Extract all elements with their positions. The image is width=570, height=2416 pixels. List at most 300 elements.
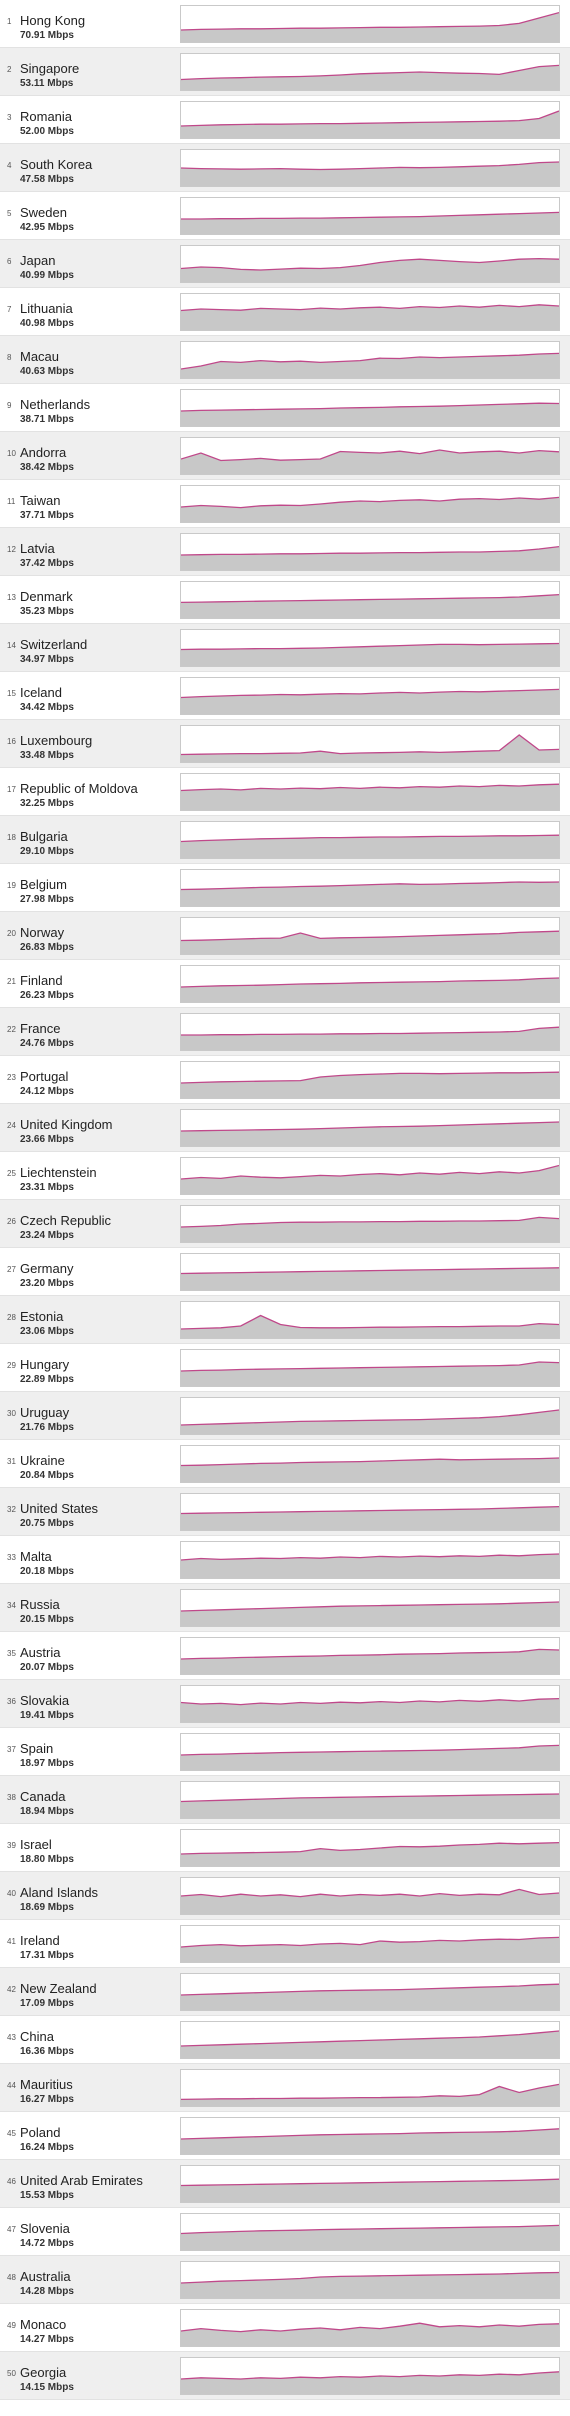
rank-number: 13	[7, 593, 16, 602]
country-name[interactable]: China	[20, 2029, 54, 2044]
speed-value: 37.71 Mbps	[20, 510, 74, 521]
rank-number: 8	[7, 353, 12, 362]
speed-sparkline	[180, 1541, 560, 1579]
country-name[interactable]: Lithuania	[20, 301, 73, 316]
country-row[interactable]	[0, 2064, 570, 2112]
speed-value: 16.24 Mbps	[20, 2142, 74, 2153]
rank-number: 4	[7, 161, 12, 170]
country-row[interactable]	[0, 1248, 570, 1296]
speed-value: 20.18 Mbps	[20, 1566, 74, 1577]
country-name[interactable]: Aland Islands	[20, 1885, 99, 1900]
country-row[interactable]	[0, 1824, 570, 1872]
sparkline-area	[181, 1122, 559, 1146]
speed-value: 47.58 Mbps	[20, 174, 74, 185]
speed-value: 18.94 Mbps	[20, 1806, 74, 1817]
rank-number: 24	[7, 1121, 16, 1130]
sparkline-chart	[181, 1302, 559, 1338]
speed-value: 14.27 Mbps	[20, 2334, 74, 2345]
country-row[interactable]	[0, 0, 570, 48]
rank-number: 25	[7, 1169, 16, 1178]
speed-value: 23.66 Mbps	[20, 1134, 74, 1145]
country-row[interactable]	[0, 528, 570, 576]
sparkline-chart	[181, 1110, 559, 1146]
speed-sparkline	[180, 1589, 560, 1627]
sparkline-chart	[181, 534, 559, 570]
country-name[interactable]: South Korea	[20, 157, 93, 172]
rank-number: 35	[7, 1649, 16, 1658]
rank-number: 46	[7, 2177, 16, 2186]
country-name[interactable]: United Kingdom	[20, 1117, 113, 1132]
sparkline-chart	[181, 2070, 559, 2106]
rank-number: 38	[7, 1793, 16, 1802]
speed-value: 14.28 Mbps	[20, 2286, 74, 2297]
sparkline-chart	[181, 1254, 559, 1290]
sparkline-chart	[181, 1158, 559, 1194]
sparkline-area	[181, 1072, 559, 1098]
speed-sparkline	[180, 437, 560, 475]
country-row[interactable]	[0, 240, 570, 288]
rank-number: 48	[7, 2273, 16, 2282]
country-name[interactable]: Singapore	[20, 61, 80, 76]
speed-value: 23.06 Mbps	[20, 1326, 74, 1337]
country-row[interactable]	[0, 1008, 570, 1056]
country-row[interactable]	[0, 1056, 570, 1104]
speed-value: 29.10 Mbps	[20, 846, 74, 857]
country-name[interactable]: United States	[20, 1501, 99, 1516]
country-name[interactable]: Israel	[20, 1837, 52, 1852]
country-name[interactable]: Czech Republic	[20, 1213, 112, 1228]
country-row[interactable]	[0, 624, 570, 672]
speed-value: 16.36 Mbps	[20, 2046, 74, 2057]
speed-sparkline	[180, 341, 560, 379]
rank-number: 36	[7, 1697, 16, 1706]
country-name[interactable]: Hungary	[20, 1357, 70, 1372]
country-row[interactable]	[0, 192, 570, 240]
country-name[interactable]: Republic of Moldova	[20, 781, 138, 796]
country-name[interactable]: Ireland	[20, 1933, 60, 1948]
rank-number: 34	[7, 1601, 16, 1610]
sparkline-chart	[181, 678, 559, 714]
country-name[interactable]: Monaco	[20, 2317, 67, 2332]
speed-sparkline	[180, 725, 560, 763]
sparkline-chart	[181, 2310, 559, 2346]
rank-number: 5	[7, 209, 12, 218]
sparkline-area	[181, 547, 559, 570]
speed-sparkline	[180, 2261, 560, 2299]
speed-sparkline	[180, 2213, 560, 2251]
sparkline-chart	[181, 822, 559, 858]
speed-sparkline	[180, 1877, 560, 1915]
speed-value: 24.12 Mbps	[20, 1086, 74, 1097]
speed-sparkline	[180, 1493, 560, 1531]
rank-number: 20	[7, 929, 16, 938]
country-name[interactable]: Estonia	[20, 1309, 64, 1324]
speed-value: 35.23 Mbps	[20, 606, 74, 617]
sparkline-chart	[181, 1014, 559, 1050]
sparkline-chart	[181, 198, 559, 234]
speed-sparkline	[180, 1157, 560, 1195]
sparkline-chart	[181, 342, 559, 378]
speed-sparkline	[180, 53, 560, 91]
country-name[interactable]: Liechtenstein	[20, 1165, 97, 1180]
speed-sparkline	[180, 965, 560, 1003]
country-name[interactable]: United Arab Emirates	[20, 2173, 143, 2188]
country-row[interactable]	[0, 2208, 570, 2256]
country-row[interactable]	[0, 1920, 570, 1968]
rank-number: 19	[7, 881, 16, 890]
rank-number: 9	[7, 401, 12, 410]
country-name[interactable]: Japan	[20, 253, 56, 268]
sparkline-chart	[181, 2166, 559, 2202]
country-row[interactable]	[0, 2256, 570, 2304]
country-name[interactable]: Ukraine	[20, 1453, 65, 1468]
rank-number: 14	[7, 641, 16, 650]
speed-sparkline	[180, 1349, 560, 1387]
country-row[interactable]	[0, 1728, 570, 1776]
sparkline-chart	[181, 630, 559, 666]
country-name[interactable]: Sweden	[20, 205, 67, 220]
speed-value: 18.69 Mbps	[20, 1902, 74, 1913]
country-name[interactable]: New Zealand	[20, 1981, 97, 1996]
rank-number: 26	[7, 1217, 16, 1226]
speed-sparkline	[180, 1397, 560, 1435]
rank-number: 3	[7, 113, 12, 122]
sparkline-area	[181, 1027, 559, 1050]
speed-value: 40.98 Mbps	[20, 318, 74, 329]
speed-sparkline	[180, 5, 560, 43]
country-row[interactable]	[0, 1104, 570, 1152]
speed-value: 20.07 Mbps	[20, 1662, 74, 1673]
speed-sparkline	[180, 1445, 560, 1483]
rank-number: 42	[7, 1985, 16, 1994]
sparkline-area	[181, 450, 559, 474]
sparkline-chart	[181, 1446, 559, 1482]
speed-value: 20.15 Mbps	[20, 1614, 74, 1625]
country-name[interactable]: Slovakia	[20, 1693, 70, 1708]
sparkline-chart	[181, 1782, 559, 1818]
country-row[interactable]	[0, 912, 570, 960]
rank-number: 12	[7, 545, 16, 554]
rank-number: 16	[7, 737, 16, 746]
country-row[interactable]	[0, 1392, 570, 1440]
country-row[interactable]	[0, 2304, 570, 2352]
country-row[interactable]	[0, 1680, 570, 1728]
country-name[interactable]: Georgia	[20, 2365, 67, 2380]
country-name[interactable]: Canada	[20, 1789, 66, 1804]
country-row[interactable]	[0, 1632, 570, 1680]
sparkline-chart	[181, 582, 559, 618]
speed-value: 21.76 Mbps	[20, 1422, 74, 1433]
speed-value: 27.98 Mbps	[20, 894, 74, 905]
speed-sparkline	[180, 2165, 560, 2203]
speed-value: 14.15 Mbps	[20, 2382, 74, 2393]
rank-number: 22	[7, 1025, 16, 1034]
country-row[interactable]	[0, 384, 570, 432]
sparkline-chart	[181, 870, 559, 906]
country-name[interactable]: Luxembourg	[20, 733, 93, 748]
speed-value: 26.23 Mbps	[20, 990, 74, 1001]
speed-sparkline	[180, 773, 560, 811]
speed-sparkline	[180, 629, 560, 667]
sparkline-chart	[181, 1734, 559, 1770]
country-name[interactable]: Romania	[20, 109, 73, 124]
country-row[interactable]	[0, 672, 570, 720]
country-name[interactable]: Switzerland	[20, 637, 88, 652]
speed-value: 53.11 Mbps	[20, 78, 74, 89]
speed-sparkline	[180, 389, 560, 427]
speed-sparkline	[180, 581, 560, 619]
sparkline-area	[181, 1745, 559, 1770]
rank-number: 39	[7, 1841, 16, 1850]
country-row[interactable]	[0, 1968, 570, 2016]
rank-number: 11	[7, 497, 16, 506]
speed-value: 19.41 Mbps	[20, 1710, 74, 1721]
country-row[interactable]	[0, 864, 570, 912]
speed-sparkline	[180, 1637, 560, 1675]
country-row[interactable]	[0, 1296, 570, 1344]
country-row[interactable]	[0, 960, 570, 1008]
sparkline-chart	[181, 246, 559, 282]
rank-number: 17	[7, 785, 16, 794]
country-row[interactable]	[0, 816, 570, 864]
rank-number: 15	[7, 689, 16, 698]
speed-value: 26.83 Mbps	[20, 942, 74, 953]
country-name[interactable]: Latvia	[20, 541, 55, 556]
country-row[interactable]	[0, 1536, 570, 1584]
sparkline-area	[181, 2372, 559, 2394]
sparkline-area	[181, 1649, 559, 1674]
speed-value: 24.76 Mbps	[20, 1038, 74, 1049]
country-name[interactable]: Slovenia	[20, 2221, 70, 2236]
country-row[interactable]	[0, 432, 570, 480]
country-row[interactable]	[0, 336, 570, 384]
sparkline-area	[181, 1984, 559, 2010]
country-row[interactable]	[0, 1488, 570, 1536]
sparkline-chart	[181, 918, 559, 954]
sparkline-chart	[181, 1974, 559, 2010]
speed-value: 40.99 Mbps	[20, 270, 74, 281]
sparkline-chart	[181, 294, 559, 330]
speed-value: 38.71 Mbps	[20, 414, 74, 425]
rank-number: 18	[7, 833, 16, 842]
speed-sparkline	[180, 1733, 560, 1771]
rank-number: 40	[7, 1889, 16, 1898]
speed-sparkline	[180, 485, 560, 523]
country-name[interactable]: Portugal	[20, 1069, 69, 1084]
speed-sparkline	[180, 1109, 560, 1147]
country-name[interactable]: Uruguay	[20, 1405, 70, 1420]
sparkline-area	[181, 1794, 559, 1818]
sparkline-area	[181, 1937, 559, 1962]
country-row[interactable]	[0, 576, 570, 624]
sparkline-area	[181, 882, 559, 906]
sparkline-area	[181, 931, 559, 954]
rank-number: 29	[7, 1361, 16, 1370]
country-row[interactable]	[0, 768, 570, 816]
speed-value: 38.42 Mbps	[20, 462, 74, 473]
country-row[interactable]	[0, 2016, 570, 2064]
rank-number: 28	[7, 1313, 16, 1322]
country-name[interactable]: Mauritius	[20, 2077, 73, 2092]
sparkline-chart	[181, 54, 559, 90]
speed-value: 16.27 Mbps	[20, 2094, 74, 2105]
speed-value: 20.84 Mbps	[20, 1470, 74, 1481]
rank-number: 43	[7, 2033, 16, 2042]
country-row[interactable]	[0, 1776, 570, 1824]
rank-number: 30	[7, 1409, 16, 1418]
country-name[interactable]: Belgium	[20, 877, 67, 892]
speed-sparkline	[180, 1253, 560, 1291]
speed-value: 33.48 Mbps	[20, 750, 74, 761]
speed-value: 32.25 Mbps	[20, 798, 74, 809]
country-name[interactable]: Finland	[20, 973, 63, 988]
sparkline-chart	[181, 2358, 559, 2394]
speed-sparkline	[180, 1925, 560, 1963]
country-row[interactable]	[0, 720, 570, 768]
sparkline-chart	[181, 486, 559, 522]
sparkline-area	[181, 1843, 559, 1866]
sparkline-area	[181, 1166, 559, 1195]
country-name[interactable]: Malta	[20, 1549, 52, 1564]
rank-number: 32	[7, 1505, 16, 1514]
speed-value: 23.31 Mbps	[20, 1182, 74, 1193]
speed-sparkline	[180, 1973, 560, 2011]
country-row[interactable]	[0, 2112, 570, 2160]
country-name[interactable]: Hong Kong	[20, 13, 86, 28]
sparkline-area	[181, 353, 559, 378]
country-row[interactable]	[0, 1440, 570, 1488]
country-row[interactable]	[0, 2160, 570, 2208]
sparkline-chart	[181, 1830, 559, 1866]
rank-number: 27	[7, 1265, 16, 1274]
country-name[interactable]: Andorra	[20, 445, 67, 460]
speed-sparkline	[180, 1685, 560, 1723]
country-name[interactable]: Germany	[20, 1261, 74, 1276]
rank-number: 21	[7, 977, 16, 986]
speed-sparkline	[180, 917, 560, 955]
country-name[interactable]: Russia	[20, 1597, 60, 1612]
rank-number: 7	[7, 305, 12, 314]
country-name[interactable]: Australia	[20, 2269, 71, 2284]
speed-sparkline	[180, 677, 560, 715]
speed-sparkline	[180, 1781, 560, 1819]
speed-value: 18.80 Mbps	[20, 1854, 74, 1865]
country-row[interactable]	[0, 1344, 570, 1392]
speed-sparkline	[180, 533, 560, 571]
sparkline-chart	[181, 102, 559, 138]
speed-sparkline	[180, 2021, 560, 2059]
sparkline-chart	[181, 2214, 559, 2250]
country-row[interactable]	[0, 288, 570, 336]
speed-sparkline	[180, 2117, 560, 2155]
speed-value: 17.31 Mbps	[20, 1950, 74, 1961]
speed-sparkline	[180, 869, 560, 907]
rank-number: 47	[7, 2225, 16, 2234]
sparkline-chart	[181, 438, 559, 474]
country-name[interactable]: Taiwan	[20, 493, 61, 508]
speed-sparkline	[180, 2309, 560, 2347]
sparkline-chart	[181, 726, 559, 762]
country-row[interactable]	[0, 144, 570, 192]
country-row[interactable]	[0, 1584, 570, 1632]
country-name[interactable]: Poland	[20, 2125, 61, 2140]
speed-sparkline	[180, 1061, 560, 1099]
country-name[interactable]: Iceland	[20, 685, 62, 700]
speed-sparkline	[180, 101, 560, 139]
sparkline-chart	[181, 390, 559, 426]
country-row[interactable]	[0, 1872, 570, 1920]
sparkline-area	[181, 978, 559, 1002]
sparkline-chart	[181, 966, 559, 1002]
rank-number: 50	[7, 2369, 16, 2378]
country-name[interactable]: Austria	[20, 1645, 61, 1660]
country-row[interactable]	[0, 1152, 570, 1200]
sparkline-area	[181, 259, 559, 282]
sparkline-chart	[181, 6, 559, 42]
sparkline-chart	[181, 1590, 559, 1626]
rank-number: 31	[7, 1457, 16, 1466]
rank-number: 41	[7, 1937, 16, 1946]
speed-sparkline	[180, 821, 560, 859]
speed-value: 70.91 Mbps	[20, 30, 74, 41]
speed-sparkline	[180, 149, 560, 187]
speed-value: 34.42 Mbps	[20, 702, 74, 713]
sparkline-chart	[181, 1878, 559, 1914]
country-name[interactable]: France	[20, 1021, 61, 1036]
country-row[interactable]	[0, 96, 570, 144]
sparkline-chart	[181, 2022, 559, 2058]
country-name[interactable]: Bulgaria	[20, 829, 68, 844]
sparkline-area	[181, 1410, 559, 1434]
speed-value: 15.53 Mbps	[20, 2190, 74, 2201]
country-name[interactable]: Netherlands	[20, 397, 91, 412]
country-name[interactable]: Spain	[20, 1741, 54, 1756]
country-name[interactable]: Norway	[20, 925, 65, 940]
sparkline-chart	[181, 1638, 559, 1674]
country-row[interactable]	[0, 480, 570, 528]
sparkline-area	[181, 212, 559, 234]
speed-value: 17.09 Mbps	[20, 1998, 74, 2009]
country-row[interactable]	[0, 1200, 570, 1248]
speed-value: 18.97 Mbps	[20, 1758, 74, 1769]
speed-sparkline	[180, 1205, 560, 1243]
speed-value: 22.89 Mbps	[20, 1374, 74, 1385]
sparkline-chart	[181, 1350, 559, 1386]
country-row[interactable]	[0, 2352, 570, 2400]
sparkline-chart	[181, 2262, 559, 2298]
speed-value: 20.75 Mbps	[20, 1518, 74, 1529]
speed-value: 23.24 Mbps	[20, 1230, 74, 1241]
sparkline-chart	[181, 1062, 559, 1098]
sparkline-area	[181, 403, 559, 426]
rank-number: 2	[7, 65, 12, 74]
rank-number: 23	[7, 1073, 16, 1082]
country-name[interactable]: Denmark	[20, 589, 73, 604]
sparkline-chart	[181, 1494, 559, 1530]
rank-number: 33	[7, 1553, 16, 1562]
speed-sparkline	[180, 2069, 560, 2107]
sparkline-area	[181, 305, 559, 330]
speed-value: 37.42 Mbps	[20, 558, 74, 569]
sparkline-chart	[181, 150, 559, 186]
sparkline-area	[181, 2129, 559, 2154]
country-name[interactable]: Macau	[20, 349, 60, 364]
country-row[interactable]	[0, 48, 570, 96]
rank-number: 6	[7, 257, 12, 266]
sparkline-chart	[181, 1398, 559, 1434]
sparkline-chart	[181, 2118, 559, 2154]
speed-sparkline	[180, 245, 560, 283]
